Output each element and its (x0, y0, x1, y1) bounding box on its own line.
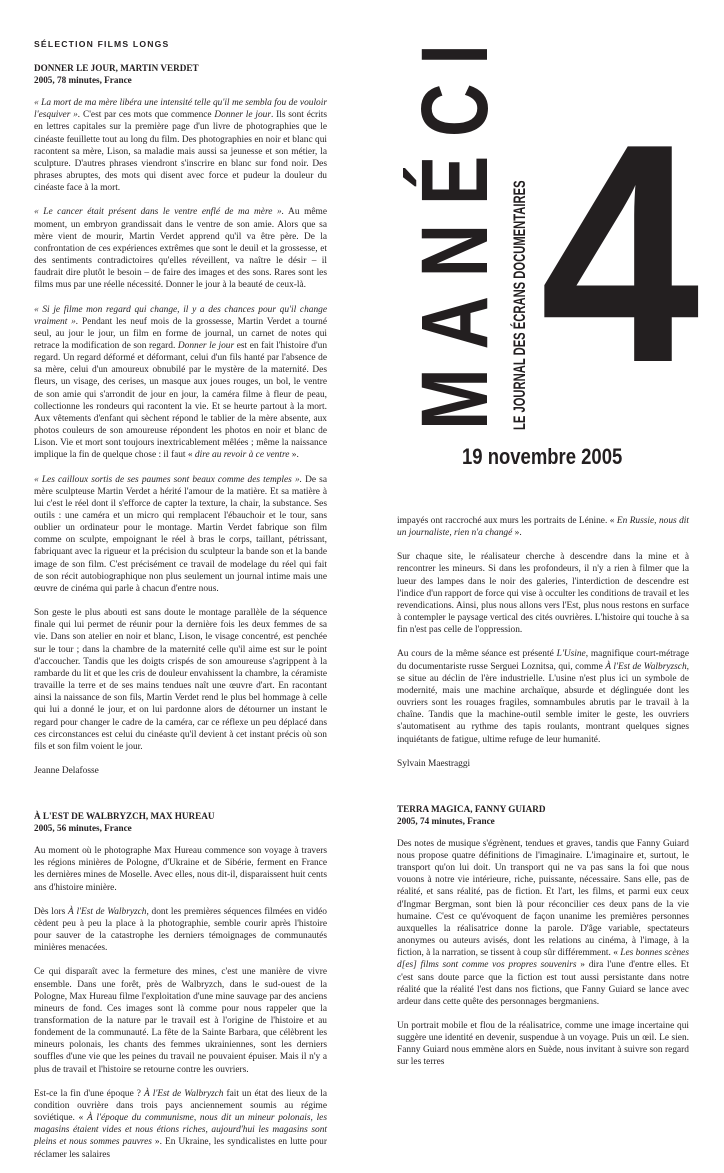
text: . Ils sont écrits en lettres capitales sur la première page d'un livre de photographies que le cinéaste feuillette tout au long du film. Des photographies en noir et blanc qui racontent sa mère, Lison, sa maladie mais aussi sa jeunesse et son métier, la sculpture. D'autres phrases viendront s'inscrire en blanc sur fond noir. Des phrases abruptes, des mots qui disent avec force et pudeur la douleur du cinéaste face à la mort. (34, 110, 327, 194)
text: Au cours de la même séance est présenté (397, 649, 557, 660)
article-paragraph (34, 607, 327, 753)
issue-date-text: 19 novembre 2005 (462, 444, 623, 469)
text: impayés ont raccroché aux murs les portraits de Lénine. « (397, 516, 617, 526)
article-paragraph (397, 838, 689, 1008)
text: fait un état des lieux de la condition ouvrière dans trois pays anciennement soumis au régime soviétique. « (34, 1088, 327, 1124)
text: De sa mère sculpteuse Martin Verdet a hérité l'amour de la matière. Et sa matière à lui c'est le réel dont il s'efforce de capter la texture, la chair, la substance. Ses outils : une caméra et un micro qui remplacent l'ébauchoir et le tour, sans oublier un ordinateur pour le montage. Martin Verdet fabrique son film comme on sculpte, empoignant le réel à bras le corps, taillant, pétrissant, fabriquant avec la rigueur et la précision du sculpteur la bande son et la bande image de son film. C'est précisément ce travail de modelage du réel qui fait de son récit autobiographique non plus seulement un journal intime mais une œuvre de cinéma qui parle à chacun d'entre nous. (34, 474, 327, 594)
masthead-subtitle-text: LE JOURNAL DES ÉCRANS DOCUMENTAIRES (510, 180, 529, 430)
quote: À l'époque du communisme, nous dit un mineur polonais, les magasins étaient vides et nous étions riches, aujourd'hui les magasins sont pleins et nous sommes pauvres (34, 1113, 327, 1148)
masthead-subtitle (511, 112, 529, 430)
issue-number-text: 4 (540, 80, 700, 428)
article-paragraph (397, 1020, 689, 1069)
left-column (34, 38, 327, 1173)
article-paragraph (397, 515, 689, 539)
film-reference: À l'Est de Walbryzch (143, 1088, 224, 1099)
text: » dira l'une d'entre elles. Et c'est sans doute parce que la fiction est tout aussi persistante dans notre réalité que la réalité l'est dans nos fictions, que Fanny Guiard se lance avec ardeur dans cette quête des personnages bergmaniens. (397, 960, 690, 1007)
quote: « Si je filme mon regard qui change, il y a des chances pour qu'il change vraiment ». (34, 304, 327, 327)
article-paragraph (34, 206, 327, 291)
article-paragraph (34, 966, 327, 1075)
text: , magnifique court-métrage du documentariste russe Serguei Loznitsa, qui, comme (397, 649, 689, 672)
text: , dont les premières séquences filmées en vidéo cèdent peu à peu la place à la photographie, semble courir après l'histoire pour sauver de la catastrophe les derniers témoignages de communautés minières menacées. (34, 906, 327, 954)
quote: « La mort de ma mère libéra une intensité telle qu'il me sembla fou de vouloir l'esquiver ». (34, 98, 327, 121)
film-meta-donner-le-jour: 2005, 78 minutes, France (34, 75, 132, 86)
article-paragraph (397, 551, 689, 636)
film-reference: Donner le jour (177, 340, 235, 351)
film-title-terra-magica: TERRA MAGICA, FANNY GUIARD (397, 803, 546, 814)
film-reference: À l'Est de Walbryzsch (605, 661, 687, 672)
masthead-title-text: MANÉCI (402, 25, 508, 430)
article-paragraph (34, 1088, 327, 1161)
quote: En Russie, nous dit un journaliste, rien n'a changé (397, 516, 690, 539)
issue-number (540, 80, 700, 428)
article-paragraph (34, 474, 327, 596)
text: Au même moment, un embryon grandissait dans le ventre de son amie. Alors que sa mère vient de mourir, Martin Verdet apprend qu'il va être père. De la confrontation de ces expériences extrêmes que sont le deuil et la grossesse, et des sentiments contradictoires qu'elles réveillent, va naître le désir – il faudrait dire plutôt le besoin – de faire des images et des sons. Rares sont les films mus par une réelle nécessité. Donner le jour à la beauté de ceux-là. (34, 207, 327, 291)
text: Dès lors (34, 906, 69, 917)
text: , se situe au déclin de l'ère industrielle. L'usine n'est plus ici un symbole de modernité, mais une machine archaïque, absurde et déglinguée dont les ouvriers sont les rouages fragiles, somnambules abrutis par le travail à la chaîne. Tandis que la machine-outil semble imiter le geste, les ouvriers s'automatisent au rythme des tapis roulants, montrant quelques signes inquiétants de fatigue, ultime refuge de leur humanité. (397, 661, 689, 745)
article-paragraph (34, 845, 327, 894)
film-meta-terra-magica: 2005, 74 minutes, France (397, 815, 495, 826)
article-paragraph (397, 648, 689, 745)
section-label: SÉLECTION FILMS LONGS (34, 39, 170, 49)
text: Son geste le plus abouti est sans doute le montage parallèle de la séquence finale qui lui permet de réunir pour la dernière fois les deux femmes de sa vie. Dans son atelier en noir et blanc, Lison, le visage concentré, est penchée sur le tour ; dans la chambre de la maternité celle qu'il aime est sur le point d'accoucher. Tandis que les doigts crispés de son amoureuse s'agrippent à la rambarde du lit et que les cris de douleur envahissent la chambre, la céramiste travaille la terre et de ses mains tendues naît une œuvre d'art. En racontant ainsi la naissance de son fils, Martin Verdet rend le plus bel hommage à celle qui lui a donné le jour, et on lui pardonne alors de détourner un instant le regard pour changer le cadre de la caméra, car ce réflexe un peu déplacé dans ces circonstances est celui du cinéaste qu'il devient à cet instant précis où son fils et son film voient le jour. (34, 608, 327, 752)
article-paragraph (34, 97, 327, 194)
article-author: Sylvain Maestraggi (397, 758, 471, 769)
right-column (397, 515, 689, 1081)
quote: « Les cailloux sortis de ses paumes sont beaux comme des temples ». (34, 474, 302, 485)
text: Un portrait mobile et flou de la réalisatrice, comme une image incertaine qui suggère une identité en devenir, suspendue à un voyage. Puis un œil. Le sien. Fanny Guiard nous emmène alors en Suède, nous invitant à suivre son regard sur les terres (397, 1021, 689, 1068)
quote: Les bonnes scènes d[es] films sont comme vos propres souvenirs (397, 948, 689, 971)
masthead-title (402, 25, 508, 430)
text: ». (512, 528, 522, 539)
article-paragraph (34, 906, 327, 955)
film-title-donner-le-jour: DONNER LE JOUR, MARTIN VERDET (34, 63, 199, 74)
text: ». En Ukraine, les syndicalistes en lutte pour réclamer les salaires (34, 1137, 327, 1160)
article-paragraph (34, 304, 327, 462)
quote: dire au revoir à ce ventre (194, 450, 290, 461)
text: est en fait l'histoire d'un regard. Un regard déformé et déformant, celui d'un fils hanté par l'absence de sa mère, celui d'un amoureux obnubilé par le mystère de la maternité. Des fleurs, un visage, des cerises, un masque aux joues rouges, un bol, le ventre de son amie qui s'arrondit de jour en jour, la caméra filme à fleur de peau, collectionne les rondeurs qui racontent la vie. Et se heurte partout à la mort. Aux vêtements d'enfant qui sèchent répond le tablier de la mère absente, aux photos couleurs de son amoureuse répondent les photos en noir et blanc de Lison. Vie et mort sont toujours inextricablement mêlées ; même la naissance implique la fin de quelque chose : il faut « (34, 340, 328, 461)
text: Ce qui disparaît avec la fermeture des mines, c'est une manière de vivre ensemble. Dans une forêt, près de Walbryzch, dans le sud-ouest de la Pologne, Max Hureau filme l'exploitation d'une mine sauvage par des anciens mineurs de fond. Ces images sont là comme pour nous rappeler que la transformation de la nature par le travail est à l'origine de l'histoire et au fondement de la communauté. La fête de la Sainte Barbara, que célèbrent les mineurs polonais, les chants des femmes ukrainiennes, sont les derniers souffles d'une vie que les peines du travail ne pouvaient épuiser. Mais il n'y a plus de travail et l'histoire se retourne contre les ouvriers. (34, 967, 327, 1075)
text: Pendant les neuf mois de la grossesse, Martin Verdet a tourné seul, au jour le jour, un film en forme de journal, un carnet de notes qui retrace la modification de son regard. (34, 316, 327, 351)
text: Au moment où le photographe Max Hureau commence son voyage à travers les régions minières de Pologne, d'Ukraine et de Sibérie, ferment en France les dernières mines de Moselle. Avec elles, nous dit-il, disparaissent huit cents ans d'histoire minière. (34, 846, 327, 893)
text: Des notes de musique s'égrènent, tendues et graves, tandis que Fanny Guiard nous propose quatre définitions de l'imaginaire. L'imaginaire et, surtout, le transport qu'on lui doit. Un transport qui ne va pas sans la foi que nous vouons à notre vie intérieure, riche, puissante, nécessaire. Sans elle, pas de réalité, et sans réalité, pas de fiction. Et l'art, les films, et parmi eux ceux d'Ingmar Bergman, sont bien là pour réconcilier ces deux pans de la vie humaine. C'est ce qu'évoquent de façon unanime les premières personnes auxquelles la réalisatrice donne la parole. D'âge variable, spectateurs anonymes ou auteurs avisés, dont les relations au cinéma, à l'image, à la fiction, à la narration, se tissent à coup sûr différemment. « (397, 838, 689, 959)
issue-date (462, 443, 653, 471)
film-reference: À l'Est de Walbryzch (68, 906, 147, 917)
film-meta-walbryzch: 2005, 56 minutes, France (34, 823, 132, 834)
text: C'est par ces mots que commence (80, 110, 215, 121)
text: Sur chaque site, le réalisateur cherche à descendre dans la mine et à rencontrer les mineurs. Si dans les profondeurs, il n'y a rien à filmer que la lueur des lampes dans le noir des galeries, l'interdiction de descendre est l'indice d'un rapport de force qui vise à occulter les conditions de travail et les revendications. Ainsi, plus nous allons vers l'Est, plus nous restons en surface à contempler le paysage vertical des cités ouvrières. L'histoire qui touche à sa fin n'est pas celle de l'oppression. (397, 552, 689, 636)
film-reference: L'Usine (556, 649, 586, 660)
article-author: Jeanne Delafosse (34, 765, 99, 776)
film-title-walbryzch: À L'EST DE WALBRYZCH, MAX HUREAU (34, 811, 215, 822)
quote: « Le cancer était présent dans le ventre enflé de ma mère ». (34, 207, 285, 218)
text: ». (289, 450, 299, 461)
text: Est-ce la fin d'une époque ? (34, 1088, 144, 1099)
film-reference: Donner le jour (214, 110, 271, 121)
